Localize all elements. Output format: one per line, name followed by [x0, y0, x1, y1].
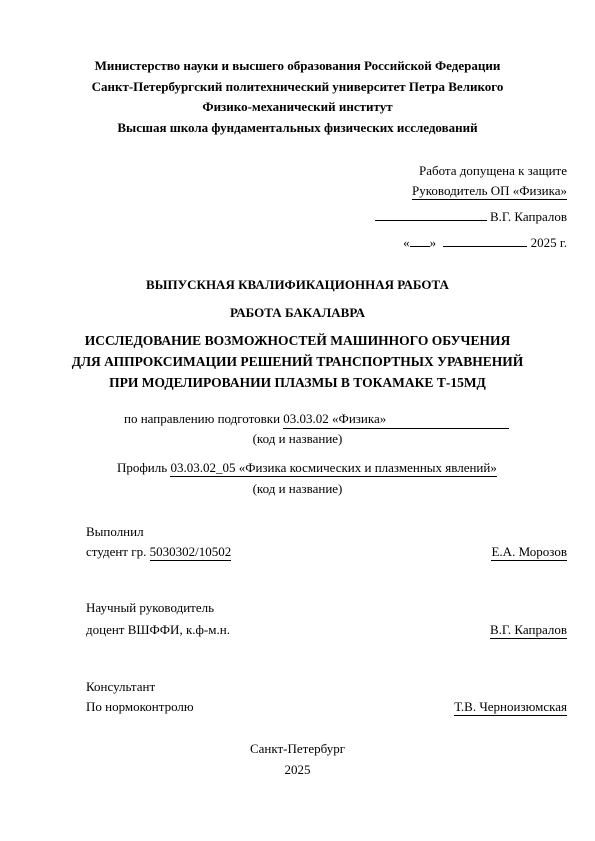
signature-line: [375, 209, 487, 221]
supervisor-position: доцент ВШФФИ, к.ф-м.н.: [86, 622, 230, 637]
date-quote-open: «: [403, 235, 410, 250]
profile-label: Профиль: [117, 460, 168, 475]
direction-caption: (код и название): [252, 431, 343, 446]
institute-name: Физико-механический институт: [202, 99, 393, 114]
author-group: 5030302/10502: [149, 544, 232, 559]
head-label: [412, 183, 567, 199]
head-label-text: Руководитель ОП «Физика»: [412, 183, 567, 198]
direction-row: [124, 411, 509, 429]
supervisor-heading: Научный руководитель: [86, 600, 215, 615]
profile-row: [117, 460, 497, 476]
consultant-position: По нормоконтролю: [86, 699, 194, 714]
admitted-text: Работа допущена к защите: [418, 163, 567, 178]
consultant-heading: Консультант: [86, 679, 156, 694]
direction-value: 03.03.02 «Физика»: [283, 411, 509, 429]
profile-caption: (код и название): [252, 481, 343, 496]
university-name: Санкт-Петербургский политехнический университет Петра Великого: [91, 79, 504, 94]
year: 2025: [284, 762, 311, 777]
direction-label: по направлению подготовки: [124, 411, 281, 426]
head-name: В.Г. Капралов: [489, 209, 567, 224]
date-quote-close: »: [429, 235, 437, 250]
title-line-2: ДЛЯ АППРОКСИМАЦИИ РЕШЕНИЙ ТРАНСПОРТНЫХ УРАВНЕНИЙ: [71, 354, 524, 369]
title-line-3: ПРИ МОДЕЛИРОВАНИИ ПЛАЗМЫ В ТОКАМАКЕ Т-15МД: [109, 375, 486, 390]
work-degree: РАБОТА БАКАЛАВРА: [230, 305, 365, 320]
author-name: Е.А. Морозов: [491, 544, 567, 559]
supervisor-name-row: [490, 622, 567, 638]
work-type: ВЫПУСКНАЯ КВАЛИФИКАЦИОННАЯ РАБОТА: [146, 277, 449, 292]
school-name: Высшая школа фундаментальных физических исследований: [117, 120, 478, 135]
city: Санкт-Петербург: [249, 741, 346, 756]
date-month-line: [443, 235, 527, 247]
date-day-line: [410, 235, 430, 247]
head-signature-row: [375, 209, 567, 225]
date-row: [403, 235, 567, 251]
author-name-row: [491, 544, 567, 560]
date-year: 2025 г.: [530, 235, 567, 250]
author-group-row: [86, 544, 231, 560]
title-line-1: ИССЛЕДОВАНИЕ ВОЗМОЖНОСТЕЙ МАШИННОГО ОБУЧЕНИЯ: [84, 333, 511, 348]
author-heading: Выполнил: [86, 524, 144, 539]
consultant-name: Т.В. Черноизюмская: [454, 699, 567, 714]
profile-value: 03.03.02_05 «Физика космических и плазменных явлений»: [170, 460, 497, 475]
consultant-name-row: [454, 699, 567, 715]
ministry-name: Министерство науки и высшего образования Российской Федерации: [94, 58, 501, 73]
author-label: студент гр.: [86, 544, 147, 559]
supervisor-name: В.Г. Капралов: [489, 622, 567, 637]
